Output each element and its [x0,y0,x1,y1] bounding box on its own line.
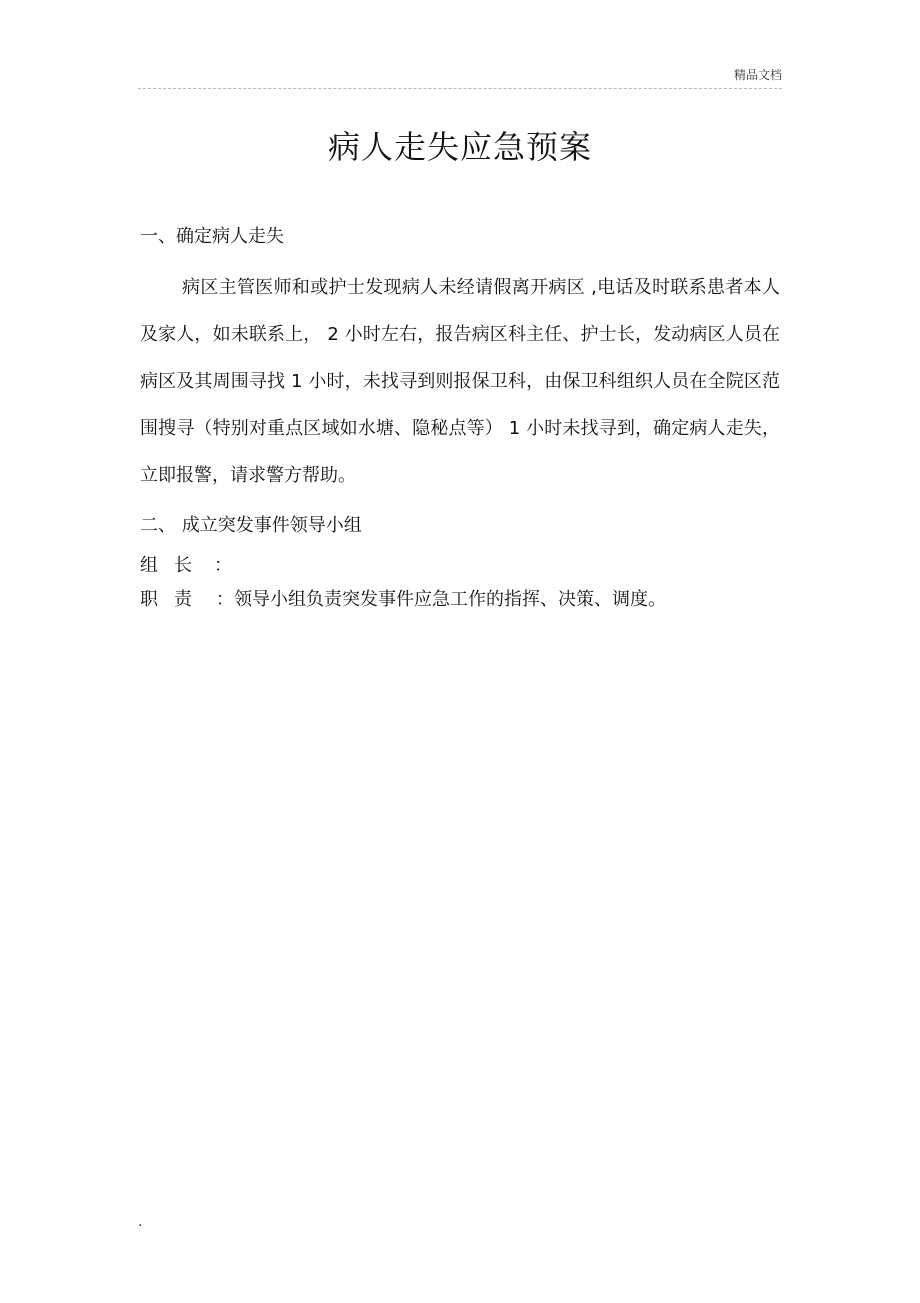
page-title: 病人走失应急预案 [327,128,592,166]
section-heading-2: 二、 成立突发事件领导小组 [140,515,362,536]
document-body [140,220,780,617]
field-leader-label: 组长 [140,555,208,576]
field-responsibility-value: ：领导小组负责突发事件应急工作的指挥、决策、调度。 [216,589,666,610]
section-heading-1: 一、确定病人走失 [140,226,284,247]
field-responsibility [140,583,780,617]
header-label: 精品文档 [733,68,782,82]
field-responsibility-label: 职责 [140,589,208,610]
section-paragraph-1: 病区主管医师和或护士发现病人未经请假离开病区 ,电话及时联系患者本人及家人，如未联系上， 2 小时左右，报告病区科主任、护士长，发动病区人员在病区及其周围寻找 1 小时，未找寻到则报保卫科，由保卫科组织人员在全院区范围搜寻（特别对重点区域如水塘、隐秘点等） 1 小时未找寻到，确定病人走失，立即报警，请求警方帮助。 [140,277,780,486]
header-divider [138,88,782,89]
field-leader [140,549,780,583]
field-leader-value: ： [214,555,232,576]
footer-mark: . [138,1214,143,1230]
